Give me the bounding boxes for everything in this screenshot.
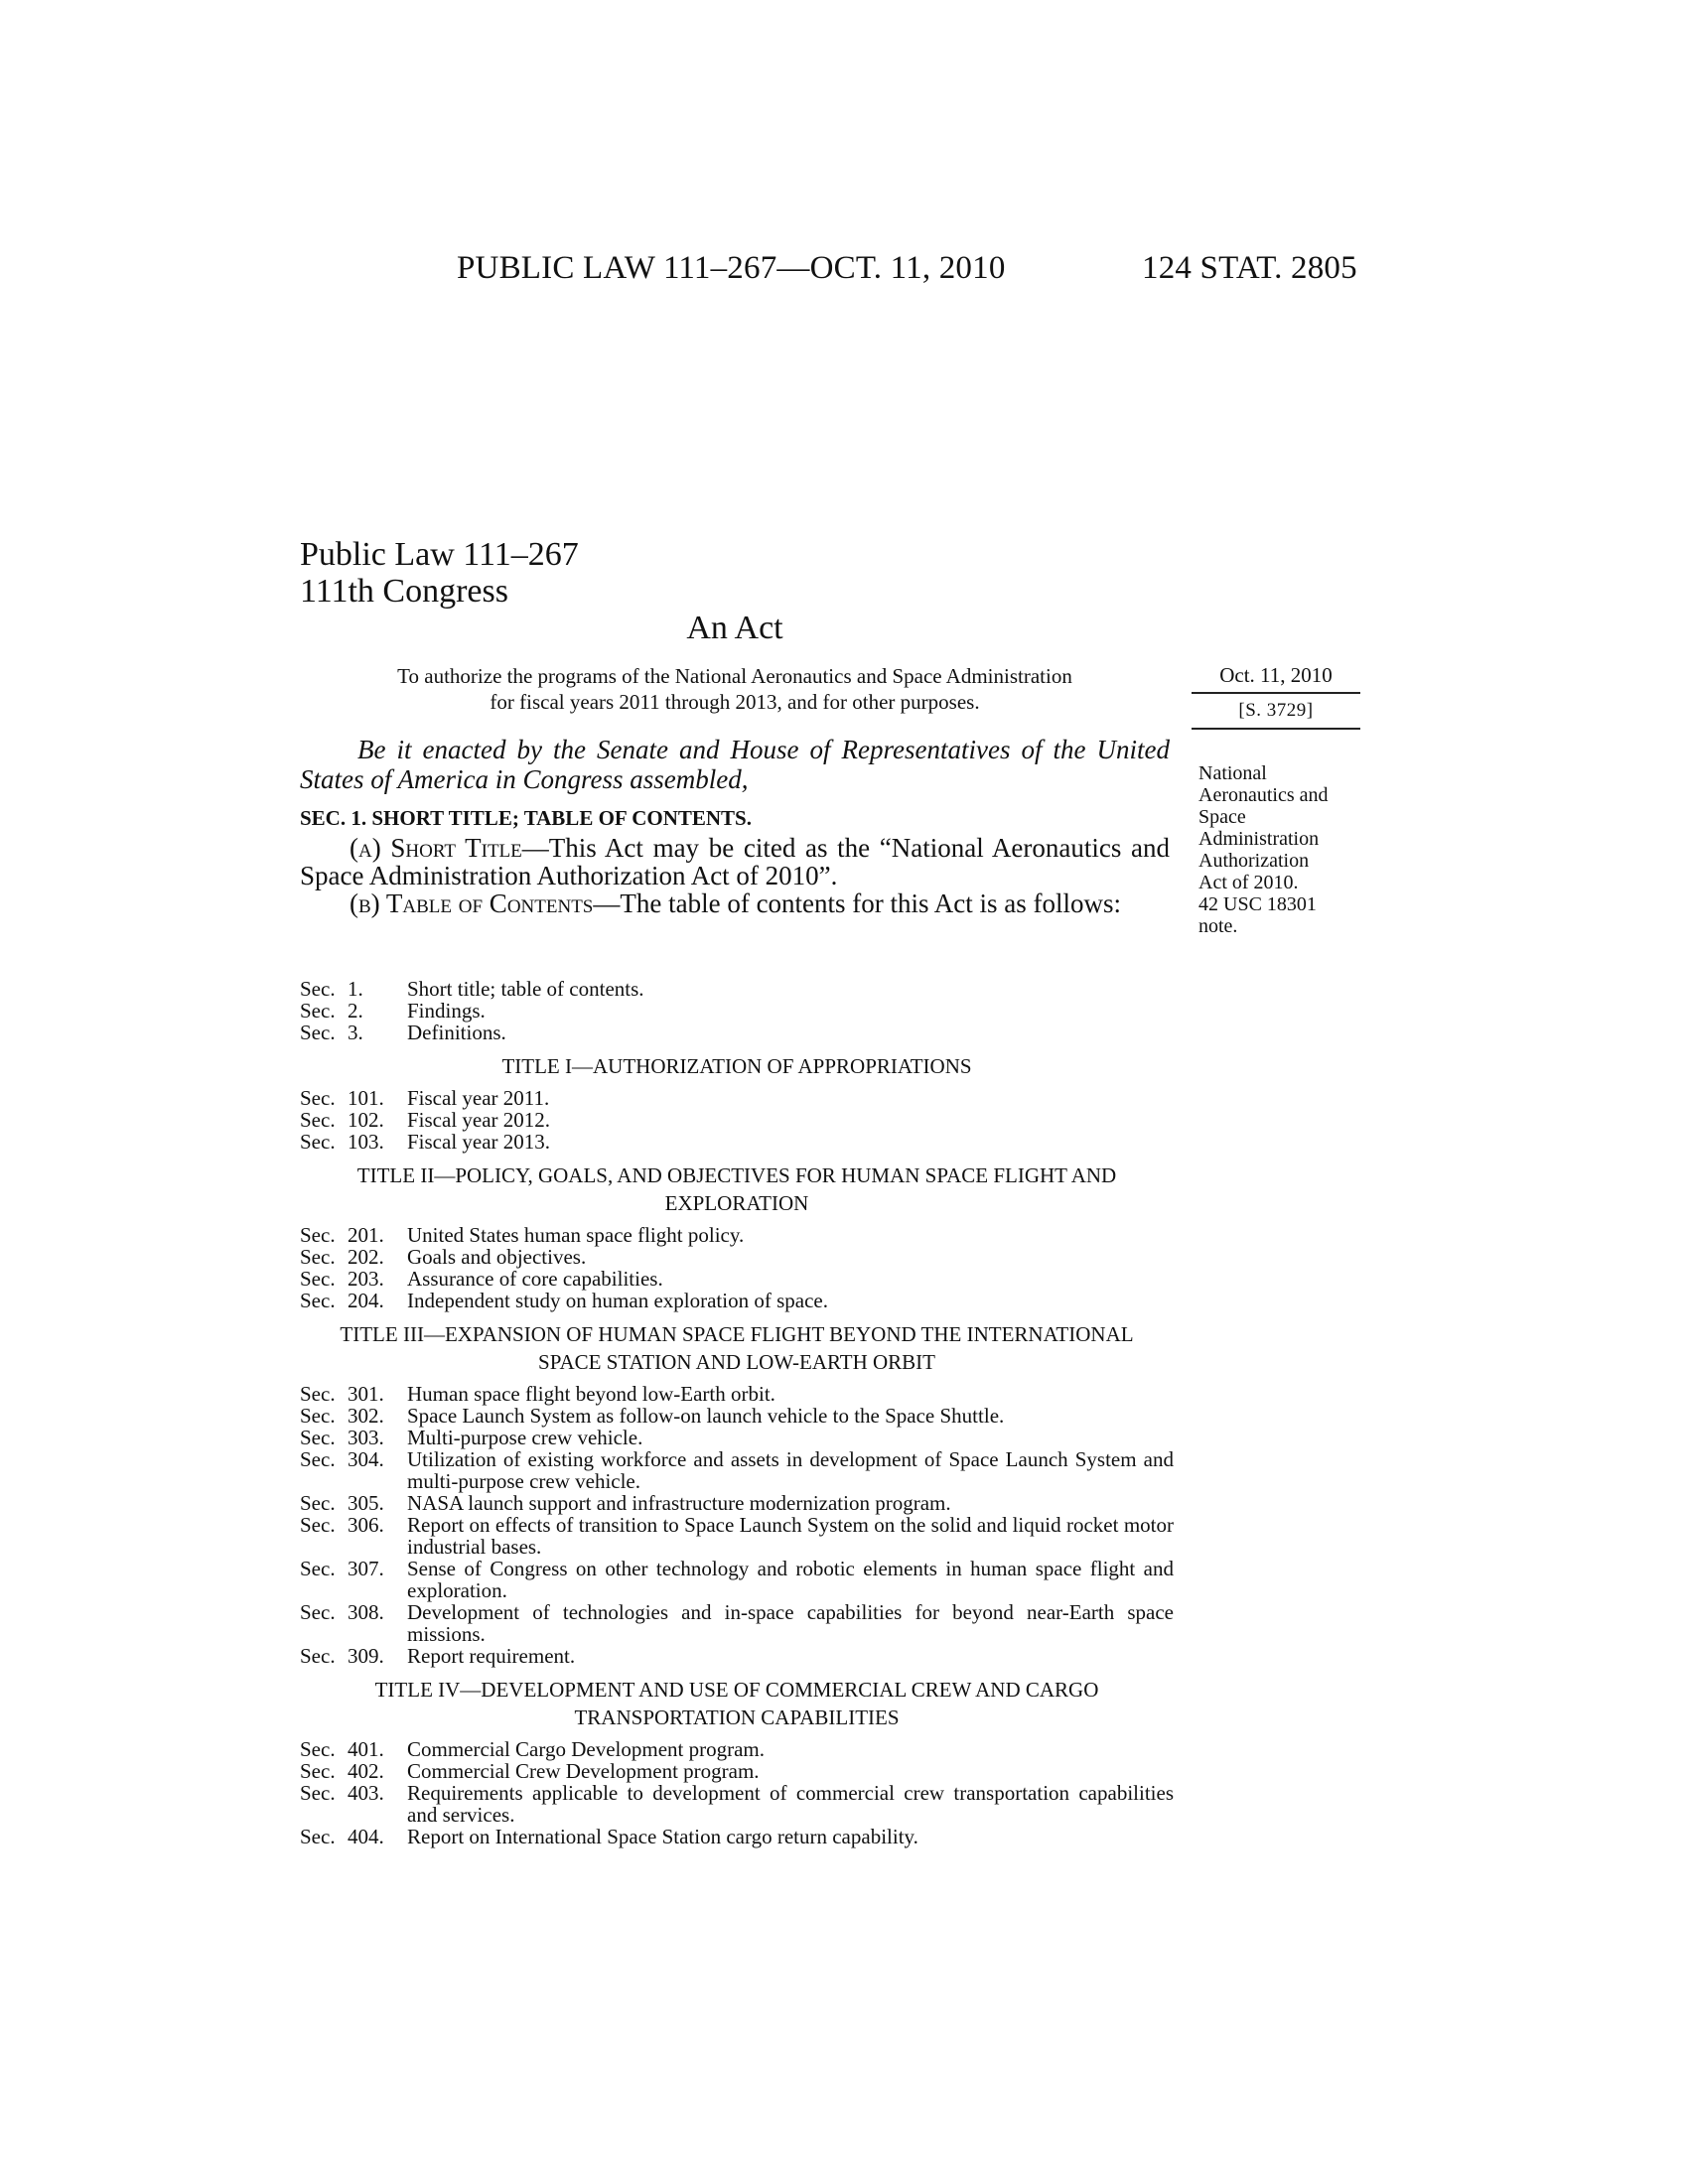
toc-entry-number: 301. xyxy=(348,1382,384,1406)
toc-entry-text: Goals and objectives. xyxy=(407,1245,587,1269)
toc-entry xyxy=(300,1109,1174,1131)
running-header-page: 124 STAT. 2805 xyxy=(1142,250,1357,286)
toc-entry-sec: Sec. xyxy=(300,1759,336,1783)
toc-entry-text: Utilization of existing workforce and assets in development of Space Launch System and multi-purpose crew vehicle. xyxy=(407,1447,1174,1493)
toc-entry-text: Requirements applicable to development of commercial crew transportation capabilities and services. xyxy=(407,1781,1174,1827)
toc-entry-number: 303. xyxy=(348,1426,384,1449)
law-number: Public Law 111–267 xyxy=(300,536,579,573)
toc-entry-text: Report requirement. xyxy=(407,1644,576,1668)
toc-entry-sec: Sec. xyxy=(300,999,336,1023)
toc-entry-number: 3. xyxy=(348,1021,363,1044)
toc-entry-sec: Sec. xyxy=(300,1223,336,1247)
margin-note xyxy=(1198,762,1377,937)
toc-entry-text: Multi-purpose crew vehicle. xyxy=(407,1426,643,1449)
toc-entry-number: 404. xyxy=(348,1825,384,1848)
toc-entry xyxy=(300,1405,1174,1427)
toc-entry-sec: Sec. xyxy=(300,977,336,1001)
toc-entry-text: Findings. xyxy=(407,999,486,1023)
toc-entry xyxy=(300,1383,1174,1405)
toc-entry-number: 102. xyxy=(348,1108,384,1132)
bill-number: [S. 3729] xyxy=(1238,700,1314,721)
purpose-line-2: for fiscal years 2011 through 2013, and for other purposes. xyxy=(490,690,980,714)
toc-entry xyxy=(300,1738,1174,1760)
toc-entry-number: 101. xyxy=(348,1086,384,1110)
toc-entry-number: 307. xyxy=(348,1557,384,1580)
toc-entry-text: Human space flight beyond low-Earth orbit. xyxy=(407,1382,775,1406)
toc-entry-number: 403. xyxy=(348,1781,384,1805)
congress-label: 111th Congress xyxy=(300,573,508,610)
toc-entry xyxy=(300,1131,1174,1153)
toc-entry-number: 203. xyxy=(348,1267,384,1291)
subsection-b-text: —The table of contents for this Act is as follows: xyxy=(593,888,1122,918)
toc-title-heading: TITLE III—EXPANSION OF HUMAN SPACE FLIGHT BEYOND THE INTERNATIONAL SPACE STATION AND LOW-EARTH ORBIT xyxy=(340,1322,1134,1374)
toc-entry xyxy=(300,1000,1174,1022)
enacting-clause: Be it enacted by the Senate and House of Representatives of the United States of America in Congress assembled, xyxy=(300,735,1170,794)
toc-entry-number: 306. xyxy=(348,1513,384,1537)
toc-entry xyxy=(300,1558,1174,1601)
toc-entry-text: Report on International Space Station cargo return capability. xyxy=(407,1825,918,1848)
toc-entry-number: 201. xyxy=(348,1223,384,1247)
toc-entry-text: Commercial Crew Development program. xyxy=(407,1759,760,1783)
subsection-b xyxy=(300,889,1170,917)
margin-note-line: Act of 2010. xyxy=(1198,872,1299,893)
toc-entry-number: 204. xyxy=(348,1289,384,1312)
subsection-b-label: (b) Table of Contents xyxy=(350,888,594,918)
toc-entry-number: 308. xyxy=(348,1600,384,1624)
toc-entry-text: NASA launch support and infrastructure modernization program. xyxy=(407,1491,951,1515)
toc-entry-text: Short title; table of contents. xyxy=(407,977,644,1001)
toc-entry xyxy=(300,1492,1174,1514)
running-header-citation: PUBLIC LAW 111–267—OCT. 11, 2010 xyxy=(457,250,1006,286)
subsection-a xyxy=(300,834,1170,889)
toc-entry xyxy=(300,1087,1174,1109)
toc-entry-number: 202. xyxy=(348,1245,384,1269)
section-heading: SEC. 1. SHORT TITLE; TABLE OF CONTENTS. xyxy=(300,806,752,830)
toc-entry-sec: Sec. xyxy=(300,1289,336,1312)
toc-entry xyxy=(300,1760,1174,1782)
toc-entry-text: United States human space flight policy. xyxy=(407,1223,745,1247)
toc-entry-sec: Sec. xyxy=(300,1447,336,1471)
toc-entry-number: 309. xyxy=(348,1644,384,1668)
enactment-date-box xyxy=(1192,663,1360,730)
toc-entry-number: 401. xyxy=(348,1737,384,1761)
toc-entry xyxy=(300,1448,1174,1492)
toc-entry xyxy=(300,1427,1174,1448)
margin-note-line: Aeronautics and xyxy=(1198,784,1329,806)
toc-entry-sec: Sec. xyxy=(300,1404,336,1428)
toc-entry-sec: Sec. xyxy=(300,1130,336,1154)
margin-note-line: Administration xyxy=(1198,828,1320,850)
subsection-a-text: —This Act may be cited as the “National Aeronautics and Space Administration Authorization Act of 2010”. xyxy=(300,833,1170,890)
toc-entry xyxy=(300,1246,1174,1268)
toc-title-heading: TITLE II—POLICY, GOALS, AND OBJECTIVES FOR HUMAN SPACE FLIGHT AND EXPLORATION xyxy=(356,1163,1117,1215)
toc-entry-sec: Sec. xyxy=(300,1557,336,1580)
toc-entry-text: Independent study on human exploration of space. xyxy=(407,1289,828,1312)
margin-note-line: National xyxy=(1198,762,1267,784)
toc-entry-text: Sense of Congress on other technology and robotic elements in human space flight and exploration. xyxy=(407,1557,1174,1602)
toc-entry-sec: Sec. xyxy=(300,1245,336,1269)
table-of-contents xyxy=(300,978,1174,1847)
toc-entry xyxy=(300,978,1174,1000)
toc-entry xyxy=(300,1514,1174,1558)
law-title-block xyxy=(300,536,579,610)
enactment-date: Oct. 11, 2010 xyxy=(1219,663,1333,687)
toc-entry xyxy=(300,1826,1174,1847)
toc-entry-text: Commercial Cargo Development program. xyxy=(407,1737,766,1761)
subsection-a-label: (a) Short Title xyxy=(350,833,522,863)
toc-entry-sec: Sec. xyxy=(300,1781,336,1805)
toc-entry-number: 305. xyxy=(348,1491,384,1515)
margin-note-line: 42 USC 18301 xyxy=(1198,893,1317,915)
toc-entry-number: 304. xyxy=(348,1447,384,1471)
purpose-line-1: To authorize the programs of the National Aeronautics and Space Administration xyxy=(397,664,1072,688)
toc-entry-sec: Sec. xyxy=(300,1382,336,1406)
toc-entry xyxy=(300,1645,1174,1667)
toc-entry-number: 2. xyxy=(348,999,363,1023)
toc-entry-sec: Sec. xyxy=(300,1108,336,1132)
toc-entry xyxy=(300,1268,1174,1290)
toc-entry-text: Report on effects of transition to Space Launch System on the solid and liquid rocket motor industrial bases. xyxy=(407,1513,1174,1559)
toc-entry-text: Fiscal year 2011. xyxy=(407,1086,550,1110)
toc-entry-sec: Sec. xyxy=(300,1426,336,1449)
bill-rule xyxy=(1192,728,1360,730)
toc-entry-number: 302. xyxy=(348,1404,384,1428)
toc-entry-text: Development of technologies and in-space capabilities for beyond near-Earth space missions. xyxy=(407,1600,1174,1646)
act-purpose xyxy=(298,663,1172,715)
toc-entry-sec: Sec. xyxy=(300,1600,336,1624)
running-header xyxy=(0,250,1688,290)
toc-entry-sec: Sec. xyxy=(300,1644,336,1668)
toc-entry-sec: Sec. xyxy=(300,1825,336,1848)
toc-entry xyxy=(300,1224,1174,1246)
toc-title-heading: TITLE IV—DEVELOPMENT AND USE OF COMMERCIAL CREW AND CARGO TRANSPORTATION CAPABILITIES xyxy=(374,1678,1099,1729)
date-rule xyxy=(1192,692,1360,694)
toc-title-heading: TITLE I—AUTHORIZATION OF APPROPRIATIONS xyxy=(501,1054,972,1078)
margin-note-line: Space xyxy=(1198,806,1246,828)
toc-entry-sec: Sec. xyxy=(300,1021,336,1044)
toc-entry-number: 402. xyxy=(348,1759,384,1783)
toc-entry-sec: Sec. xyxy=(300,1267,336,1291)
toc-entry xyxy=(300,1290,1174,1311)
toc-entry-text: Fiscal year 2013. xyxy=(407,1130,551,1154)
toc-entry-sec: Sec. xyxy=(300,1737,336,1761)
toc-entry-number: 1. xyxy=(348,977,363,1001)
toc-entry xyxy=(300,1782,1174,1826)
toc-entry-text: Assurance of core capabilities. xyxy=(407,1267,663,1291)
toc-entry-number: 103. xyxy=(348,1130,384,1154)
toc-entry-text: Space Launch System as follow-on launch vehicle to the Space Shuttle. xyxy=(407,1404,1005,1428)
toc-entry-sec: Sec. xyxy=(300,1491,336,1515)
margin-note-line: Authorization xyxy=(1198,850,1310,872)
margin-note-line: note. xyxy=(1198,915,1238,937)
toc-entry-sec: Sec. xyxy=(300,1513,336,1537)
toc-entry-sec: Sec. xyxy=(300,1086,336,1110)
toc-entry-text: Fiscal year 2012. xyxy=(407,1108,551,1132)
toc-entry-text: Definitions. xyxy=(407,1021,506,1044)
toc-entry xyxy=(300,1601,1174,1645)
act-heading: An Act xyxy=(686,610,783,646)
toc-entry xyxy=(300,1022,1174,1043)
